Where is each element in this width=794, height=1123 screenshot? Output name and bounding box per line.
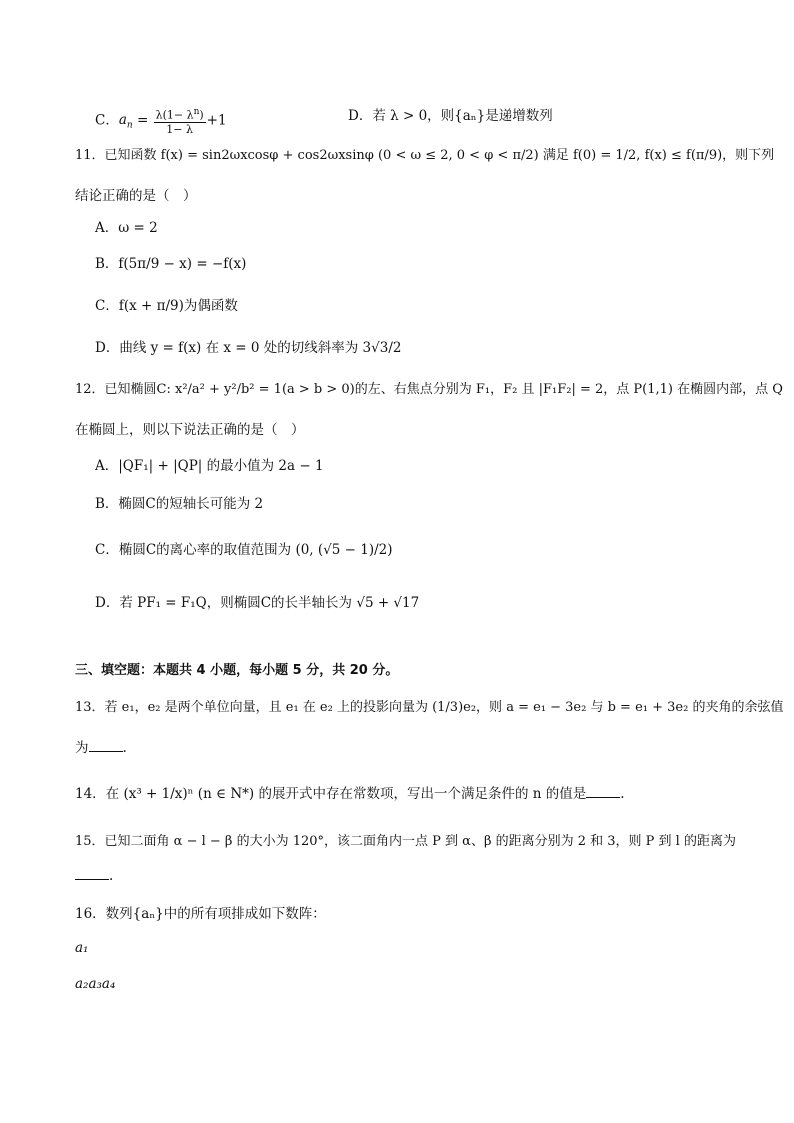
q15-line1: 15．已知二面角 α − l − β 的大小为 120°，该二面角内一点 P 到 α、β 的距离分别为 2 和 3，则 P 到 l 的距离为 bbox=[75, 834, 736, 849]
q14-text: 14．在 (x³ + 1/x)ⁿ (n ∈ N*) 的展开式中存在常数项，写出一个满足条件的 n 的值是 bbox=[75, 786, 587, 802]
q11-option-c: C．f(x + π/9)为偶函数 bbox=[95, 298, 238, 314]
q13-line2-text: 为 bbox=[75, 740, 89, 756]
q15-answer-blank[interactable] bbox=[75, 867, 109, 880]
q13-answer-blank[interactable] bbox=[89, 739, 123, 752]
q11-stem-line2: 结论正确的是（ ） bbox=[75, 188, 197, 204]
q13-line2: 为 . bbox=[75, 740, 127, 756]
q13-line1: 13．若 e₁，e₂ 是两个单位向量，且 e₁ 在 e₂ 上的投影向量为 (1/3)e₂，则 a = e₁ − 3e₂ 与 b = e₁ + 3e₂ 的夹角的余弦值 bbox=[75, 700, 784, 715]
q11-option-d: D．曲线 y = f(x) 在 x = 0 处的切线斜率为 3√3/2 bbox=[95, 340, 402, 356]
q16-stem: 16．数列{aₙ}中的所有项排成如下数阵： bbox=[75, 906, 326, 922]
q12-stem-line2: 在椭圆上，则以下说法正确的是（ ） bbox=[75, 422, 305, 438]
q12-stem-line1: 12．已知椭圆C: x²/a² + y²/b² = 1(a > b > 0)的左、右焦点分别为 F₁，F₂ 且 |F₁F₂| = 2，点 P(1,1) 在椭圆内部，点 Q bbox=[75, 382, 783, 397]
q12-option-b: B．椭圆C的短轴长可能为 2 bbox=[95, 496, 264, 512]
q12-option-d: D．若 PF₁ = F₁Q，则椭圆C的长半轴长为 √5 + √17 bbox=[95, 595, 420, 611]
q12-option-c: C．椭圆C的离心率的取值范围为 (0, (√5 − 1)/2) bbox=[95, 542, 393, 558]
q10-option-c: C．$a_n$ = $\frac{\lambda(1- \lambda^n)}{1- \lambda}$ +1 bbox=[95, 107, 227, 136]
q14-answer-blank[interactable] bbox=[586, 785, 620, 798]
q12-option-a: A．|QF₁| + |QP| 的最小值为 2a − 1 bbox=[95, 458, 324, 474]
q11-option-b: B．f(5π/9 − x) = −f(x) bbox=[95, 256, 247, 272]
q10-option-d: D．若 λ > 0，则{aₙ}是递增数列 bbox=[348, 108, 553, 124]
section-3-heading: 三、填空题：本题共 4 小题，每小题 5 分，共 20 分。 bbox=[75, 663, 399, 678]
q16-array-row1: a₁ bbox=[75, 940, 89, 956]
q15-line2: . bbox=[75, 866, 113, 886]
q11-option-a: A．ω = 2 bbox=[95, 220, 158, 236]
q11-stem-line1: 11．已知函数 f(x) = sin2ωxcosφ + cos2ωxsinφ (0 < ω ≤ 2, 0 < φ < π/2) 满足 f(0) = 1/2, f(x) ≤ f(π/9)，则下列 bbox=[75, 148, 775, 163]
q14-line: 14．在 (x³ + 1/x)ⁿ (n ∈ N*) 的展开式中存在常数项，写出一个满足条件的 n 的值是 . bbox=[75, 786, 625, 802]
q10-option-c-label: C． bbox=[95, 112, 119, 129]
q16-array-row2: a₂a₃a₄ bbox=[75, 976, 116, 992]
